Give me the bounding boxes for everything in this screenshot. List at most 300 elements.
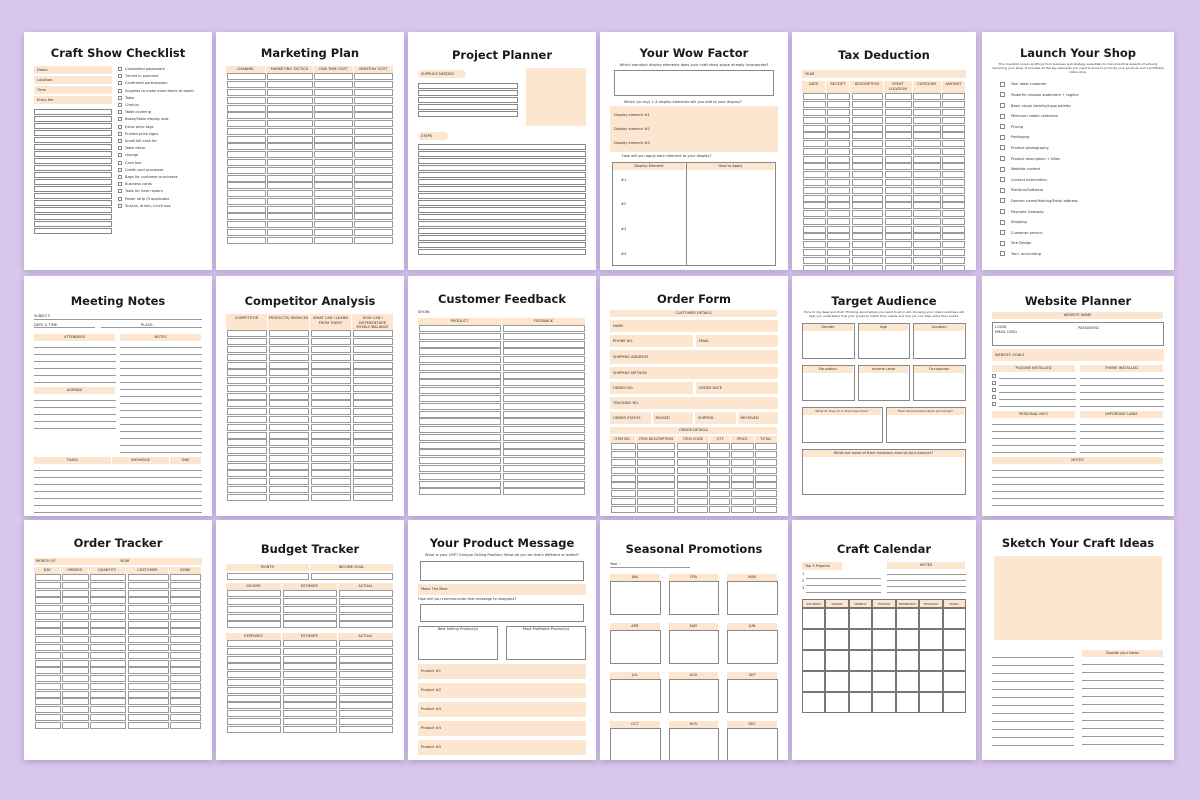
table-cell[interactable]	[942, 117, 965, 124]
write-line[interactable]	[34, 492, 202, 499]
table-cell[interactable]	[677, 467, 709, 474]
table-cell[interactable]	[885, 187, 913, 194]
budget-cell[interactable]	[339, 695, 394, 702]
table-cell[interactable]	[852, 148, 884, 155]
table-cell[interactable]	[62, 691, 89, 698]
write-box[interactable]	[418, 221, 586, 227]
write-line[interactable]	[992, 674, 1074, 682]
table-cell[interactable]	[885, 257, 913, 264]
table-cell[interactable]	[803, 171, 826, 178]
table-cell[interactable]	[803, 187, 826, 194]
write-box[interactable]	[418, 228, 586, 234]
checkbox[interactable]	[1000, 220, 1005, 225]
table-cell[interactable]	[314, 73, 353, 80]
budget-cell[interactable]	[283, 687, 338, 694]
product-cell[interactable]	[419, 418, 502, 425]
month-box[interactable]	[669, 679, 720, 713]
table-cell[interactable]	[354, 136, 393, 143]
table-cell[interactable]	[269, 432, 310, 439]
table-cell[interactable]	[90, 714, 126, 721]
table-cell[interactable]	[852, 156, 884, 163]
month-box[interactable]	[727, 630, 778, 664]
table-cell[interactable]	[314, 81, 353, 88]
table-cell[interactable]	[314, 221, 353, 228]
table-cell[interactable]	[90, 722, 126, 729]
table-cell[interactable]	[90, 652, 126, 659]
checklist-item[interactable]	[992, 111, 1164, 122]
table-cell[interactable]	[913, 210, 941, 217]
checkbox[interactable]	[1000, 114, 1005, 119]
calendar-day-cell[interactable]	[802, 671, 825, 692]
write-box[interactable]	[34, 200, 112, 206]
calendar-day-cell[interactable]	[849, 650, 872, 671]
table-cell[interactable]	[803, 249, 826, 256]
budget-cell[interactable]	[339, 671, 394, 678]
table-cell[interactable]	[314, 159, 353, 166]
table-cell[interactable]	[267, 167, 313, 174]
product-cell[interactable]	[419, 364, 502, 371]
budget-cell[interactable]	[339, 718, 394, 725]
table-cell[interactable]	[128, 652, 169, 659]
write-line[interactable]	[1080, 379, 1164, 386]
budget-cell[interactable]	[283, 640, 338, 647]
table-cell[interactable]	[267, 151, 313, 158]
table-cell[interactable]	[269, 400, 310, 407]
table-cell[interactable]	[314, 143, 353, 150]
table-cell[interactable]	[314, 198, 353, 205]
table-cell[interactable]	[227, 136, 266, 143]
table-cell[interactable]	[852, 210, 884, 217]
table-cell[interactable]	[637, 506, 676, 513]
table-cell[interactable]	[913, 101, 941, 108]
table-cell[interactable]	[852, 171, 884, 178]
write-line[interactable]	[1080, 432, 1164, 439]
table-cell[interactable]	[227, 377, 268, 384]
write-line[interactable]	[120, 390, 202, 397]
write-line[interactable]	[1082, 673, 1164, 681]
table-cell[interactable]	[885, 132, 913, 139]
table-cell[interactable]	[62, 660, 89, 667]
table-cell[interactable]	[885, 218, 913, 225]
table-cell[interactable]	[709, 467, 729, 474]
table-cell[interactable]	[128, 597, 169, 604]
checklist-item[interactable]	[992, 196, 1164, 207]
table-cell[interactable]	[803, 265, 826, 270]
write-line[interactable]	[999, 372, 1076, 379]
table-cell[interactable]	[35, 582, 62, 589]
goal-input[interactable]	[311, 573, 394, 580]
table-cell[interactable]	[267, 105, 313, 112]
table-cell[interactable]	[128, 675, 169, 682]
table-cell[interactable]	[803, 233, 826, 240]
table-cell[interactable]	[227, 237, 266, 244]
table-cell[interactable]	[311, 478, 352, 485]
table-cell[interactable]	[170, 722, 201, 729]
feedback-cell[interactable]	[503, 403, 586, 410]
table-cell[interactable]	[311, 377, 352, 384]
write-box[interactable]	[34, 137, 112, 143]
write-line[interactable]	[1080, 386, 1164, 393]
table-cell[interactable]	[354, 73, 393, 80]
table-cell[interactable]	[885, 171, 913, 178]
table-cell[interactable]	[354, 213, 393, 220]
table-cell[interactable]	[803, 101, 826, 108]
checkbox[interactable]	[118, 189, 122, 193]
table-cell[interactable]	[852, 163, 884, 170]
table-cell[interactable]	[90, 660, 126, 667]
table-cell[interactable]	[90, 698, 126, 705]
write-box[interactable]	[34, 116, 112, 122]
table-cell[interactable]	[170, 613, 201, 620]
checkbox[interactable]	[118, 117, 122, 121]
table-cell[interactable]	[35, 675, 62, 682]
table-cell[interactable]	[353, 478, 394, 485]
table-cell[interactable]	[62, 698, 89, 705]
write-box[interactable]	[418, 235, 586, 241]
table-cell[interactable]	[35, 574, 62, 581]
table-cell[interactable]	[311, 362, 352, 369]
table-cell[interactable]	[269, 470, 310, 477]
checkbox[interactable]	[118, 204, 122, 208]
feedback-cell[interactable]	[503, 411, 586, 418]
write-line[interactable]	[992, 439, 1076, 446]
product-cell[interactable]	[419, 426, 502, 433]
month-box[interactable]	[610, 679, 661, 713]
table-cell[interactable]	[353, 354, 394, 361]
checkbox[interactable]	[118, 67, 122, 71]
table-cell[interactable]	[755, 498, 778, 505]
table-cell[interactable]	[827, 156, 850, 163]
table-cell[interactable]	[731, 498, 754, 505]
table-cell[interactable]	[227, 478, 268, 485]
table-cell[interactable]	[128, 621, 169, 628]
table-cell[interactable]	[913, 148, 941, 155]
table-cell[interactable]	[803, 202, 826, 209]
month-block[interactable]	[669, 721, 720, 760]
table-cell[interactable]	[311, 385, 352, 392]
feedback-cell[interactable]	[503, 488, 586, 495]
table-cell[interactable]	[354, 81, 393, 88]
table-cell[interactable]	[227, 408, 268, 415]
checkbox[interactable]	[1000, 145, 1005, 150]
table-cell[interactable]	[885, 156, 913, 163]
table-cell[interactable]	[827, 109, 850, 116]
month-box[interactable]	[610, 630, 661, 664]
table-cell[interactable]	[170, 597, 201, 604]
checkbox[interactable]	[118, 168, 122, 172]
table-cell[interactable]	[803, 210, 826, 217]
table-cell[interactable]	[227, 182, 266, 189]
write-box[interactable]	[418, 151, 586, 157]
table-cell[interactable]	[731, 506, 754, 513]
table-cell[interactable]	[353, 346, 394, 353]
calendar-day-cell[interactable]	[919, 608, 942, 629]
write-line[interactable]	[120, 369, 202, 376]
table-cell[interactable]	[267, 97, 313, 104]
table-cell[interactable]	[267, 182, 313, 189]
write-line[interactable]	[1082, 681, 1164, 689]
write-line[interactable]	[34, 341, 116, 348]
checkbox[interactable]	[1000, 167, 1005, 172]
checklist-item[interactable]	[992, 101, 1164, 112]
table-cell[interactable]	[35, 628, 62, 635]
table-cell[interactable]	[354, 105, 393, 112]
table-cell[interactable]	[913, 117, 941, 124]
table-cell[interactable]	[314, 175, 353, 182]
feedback-cell[interactable]	[503, 325, 586, 332]
table-cell[interactable]	[314, 151, 353, 158]
month-block[interactable]	[727, 721, 778, 760]
table-cell[interactable]	[314, 190, 353, 197]
table-cell[interactable]	[677, 451, 709, 458]
checkbox[interactable]	[1000, 209, 1005, 214]
table-cell[interactable]	[128, 582, 169, 589]
table-cell[interactable]	[731, 459, 754, 466]
table-cell[interactable]	[227, 346, 268, 353]
table-cell[interactable]	[35, 652, 62, 659]
checklist-item[interactable]	[118, 188, 202, 195]
write-line[interactable]	[999, 393, 1076, 400]
write-line[interactable]	[992, 706, 1074, 714]
table-cell[interactable]	[90, 574, 126, 581]
calendar-day-cell[interactable]	[872, 629, 895, 650]
table-cell[interactable]	[827, 171, 850, 178]
table-cell[interactable]	[885, 249, 913, 256]
budget-cell[interactable]	[227, 663, 282, 670]
write-line[interactable]	[992, 722, 1074, 730]
product-cell[interactable]	[419, 348, 502, 355]
write-line[interactable]	[1082, 729, 1164, 737]
table-cell[interactable]	[90, 628, 126, 635]
table-cell[interactable]	[314, 89, 353, 96]
table-cell[interactable]	[913, 109, 941, 116]
calendar-day-cell[interactable]	[802, 650, 825, 671]
calendar-day-cell[interactable]	[943, 608, 966, 629]
table-cell[interactable]	[267, 229, 313, 236]
sketch-area[interactable]	[994, 556, 1162, 640]
calendar-day-cell[interactable]	[896, 629, 919, 650]
table-cell[interactable]	[354, 97, 393, 104]
table-cell[interactable]	[311, 455, 352, 462]
product-cell[interactable]	[419, 395, 502, 402]
write-line[interactable]	[1080, 372, 1164, 379]
write-box[interactable]	[418, 207, 586, 213]
feedback-cell[interactable]	[503, 348, 586, 355]
write-box[interactable]	[34, 179, 112, 185]
calendar-day-cell[interactable]	[825, 671, 848, 692]
table-cell[interactable]	[227, 175, 266, 182]
checklist-item[interactable]	[992, 228, 1164, 239]
table-cell[interactable]	[227, 206, 266, 213]
product-cell[interactable]	[419, 356, 502, 363]
write-box[interactable]	[34, 207, 112, 213]
table-cell[interactable]	[913, 241, 941, 248]
table-cell[interactable]	[885, 148, 913, 155]
table-cell[interactable]	[611, 482, 636, 489]
table-cell[interactable]	[803, 257, 826, 264]
write-line[interactable]	[120, 348, 202, 355]
table-cell[interactable]	[227, 105, 266, 112]
table-cell[interactable]	[803, 226, 826, 233]
table-cell[interactable]	[35, 667, 62, 674]
month-block[interactable]	[727, 672, 778, 713]
checklist-item[interactable]	[118, 138, 202, 145]
table-cell[interactable]	[677, 506, 709, 513]
checklist-item[interactable]	[118, 145, 202, 152]
write-box[interactable]	[418, 144, 586, 150]
calendar-day-cell[interactable]	[896, 692, 919, 713]
checklist-item[interactable]	[118, 116, 202, 123]
table-cell[interactable]	[611, 467, 636, 474]
table-cell[interactable]	[90, 621, 126, 628]
table-cell[interactable]	[35, 621, 62, 628]
write-line[interactable]	[999, 386, 1076, 393]
table-cell[interactable]	[353, 455, 394, 462]
checkbox[interactable]	[118, 175, 122, 179]
write-box[interactable]	[418, 200, 586, 206]
product-cell[interactable]	[419, 488, 502, 495]
table-cell[interactable]	[227, 120, 266, 127]
table-cell[interactable]	[227, 494, 268, 501]
table-cell[interactable]	[267, 206, 313, 213]
table-cell[interactable]	[827, 132, 850, 139]
table-cell[interactable]	[227, 81, 266, 88]
table-cell[interactable]	[852, 125, 884, 132]
write-line[interactable]	[120, 439, 202, 446]
write-line[interactable]	[1082, 689, 1164, 697]
table-cell[interactable]	[170, 644, 201, 651]
checklist-item[interactable]	[992, 217, 1164, 228]
checkbox[interactable]	[118, 125, 122, 129]
table-cell[interactable]	[227, 416, 268, 423]
table-cell[interactable]	[354, 151, 393, 158]
table-cell[interactable]	[677, 443, 709, 450]
budget-cell[interactable]	[339, 590, 394, 597]
table-cell[interactable]	[942, 218, 965, 225]
write-box[interactable]	[34, 151, 112, 157]
budget-cell[interactable]	[227, 606, 282, 613]
table-cell[interactable]	[913, 218, 941, 225]
write-line[interactable]	[1080, 400, 1164, 407]
budget-cell[interactable]	[283, 663, 338, 670]
table-cell[interactable]	[170, 667, 201, 674]
table-cell[interactable]	[637, 443, 676, 450]
write-line[interactable]	[34, 478, 202, 485]
table-cell[interactable]	[170, 621, 201, 628]
table-cell[interactable]	[353, 470, 394, 477]
table-cell[interactable]	[353, 362, 394, 369]
budget-cell[interactable]	[283, 679, 338, 686]
table-cell[interactable]	[227, 198, 266, 205]
write-line[interactable]	[1082, 721, 1164, 729]
table-cell[interactable]	[885, 202, 913, 209]
product-field[interactable]: Product #5	[418, 740, 586, 755]
write-line[interactable]	[34, 499, 202, 506]
table-cell[interactable]	[852, 257, 884, 264]
table-cell[interactable]	[227, 424, 268, 431]
budget-cell[interactable]	[227, 671, 282, 678]
table-cell[interactable]	[611, 443, 636, 450]
table-cell[interactable]	[827, 140, 850, 147]
budget-cell[interactable]	[227, 679, 282, 686]
feedback-cell[interactable]	[503, 356, 586, 363]
table-cell[interactable]	[269, 424, 310, 431]
month-block[interactable]	[610, 623, 661, 664]
budget-cell[interactable]	[339, 656, 394, 663]
table-cell[interactable]	[885, 163, 913, 170]
table-cell[interactable]	[637, 475, 676, 482]
product-cell[interactable]	[419, 411, 502, 418]
table-cell[interactable]	[913, 249, 941, 256]
table-cell[interactable]	[885, 93, 913, 100]
table-cell[interactable]	[852, 117, 884, 124]
table-cell[interactable]	[128, 691, 169, 698]
table-cell[interactable]	[62, 683, 89, 690]
month-block[interactable]	[727, 623, 778, 664]
budget-cell[interactable]	[339, 621, 394, 628]
product-cell[interactable]	[419, 333, 502, 340]
write-line[interactable]	[34, 506, 202, 513]
table-cell[interactable]	[267, 112, 313, 119]
table-cell[interactable]	[170, 574, 201, 581]
table-cell[interactable]	[611, 490, 636, 497]
product-cell[interactable]	[419, 325, 502, 332]
table-cell[interactable]	[311, 424, 352, 431]
feedback-cell[interactable]	[503, 473, 586, 480]
answer-box[interactable]	[420, 561, 584, 581]
table-cell[interactable]	[170, 628, 201, 635]
checkbox[interactable]	[992, 374, 996, 378]
table-cell[interactable]	[709, 490, 729, 497]
feedback-cell[interactable]	[503, 418, 586, 425]
calendar-day-cell[interactable]	[825, 650, 848, 671]
table-cell[interactable]	[942, 140, 965, 147]
write-box[interactable]	[418, 186, 586, 192]
table-cell[interactable]	[311, 354, 352, 361]
table-cell[interactable]	[62, 621, 89, 628]
write-line[interactable]	[1082, 657, 1164, 665]
write-box[interactable]	[418, 165, 586, 171]
feedback-cell[interactable]	[503, 465, 586, 472]
calendar-day-cell[interactable]	[872, 692, 895, 713]
write-line[interactable]	[34, 376, 116, 383]
profitable-box[interactable]	[506, 626, 586, 660]
table-cell[interactable]	[62, 605, 89, 612]
product-field[interactable]: Product #1	[418, 664, 586, 679]
table-cell[interactable]	[354, 128, 393, 135]
calendar-day-cell[interactable]	[802, 692, 825, 713]
budget-cell[interactable]	[227, 648, 282, 655]
checklist-item[interactable]	[118, 66, 202, 73]
table-cell[interactable]	[227, 393, 268, 400]
checklist-item[interactable]	[118, 109, 202, 116]
budget-cell[interactable]	[283, 656, 338, 663]
checkbox[interactable]	[118, 74, 122, 78]
table-cell[interactable]	[852, 249, 884, 256]
table-cell[interactable]	[128, 714, 169, 721]
checkbox[interactable]	[992, 388, 996, 392]
table-cell[interactable]	[827, 179, 850, 186]
table-cell[interactable]	[354, 198, 393, 205]
table-cell[interactable]	[62, 644, 89, 651]
table-cell[interactable]	[803, 179, 826, 186]
checklist-item[interactable]	[992, 143, 1164, 154]
checkbox[interactable]	[1000, 124, 1005, 129]
table-cell[interactable]	[942, 233, 965, 240]
checklist-item[interactable]	[992, 164, 1164, 175]
write-line[interactable]	[992, 432, 1076, 439]
table-cell[interactable]	[227, 89, 266, 96]
